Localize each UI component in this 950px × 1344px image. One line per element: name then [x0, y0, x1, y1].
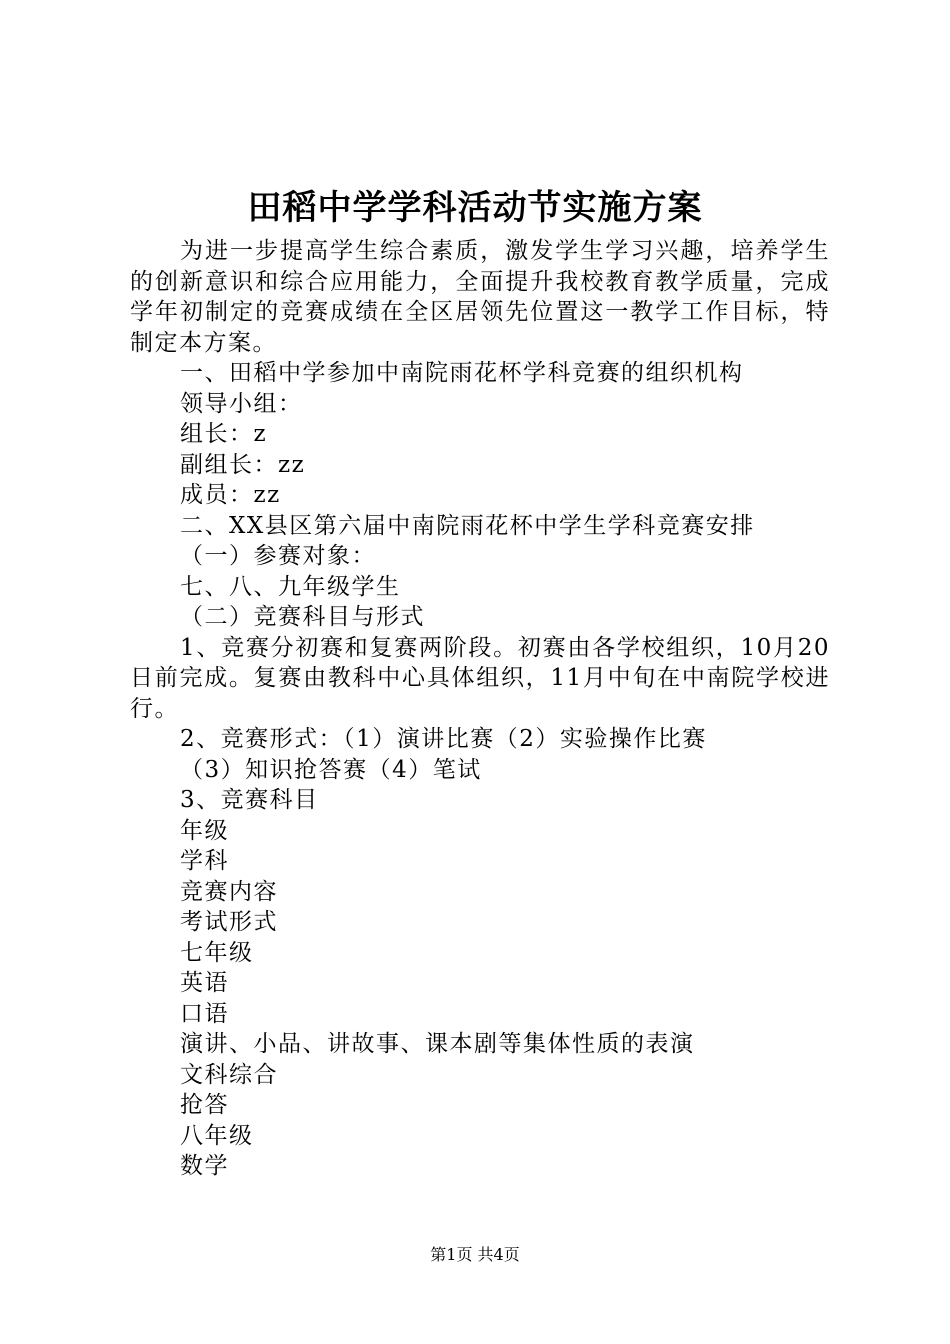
deputy-leader-line: 副组长：zz: [180, 451, 306, 478]
table-header-subject: 学科: [180, 848, 229, 874]
subsection-subjects-format: （二）竞赛科目与形式: [180, 604, 425, 630]
table-cell-quiz: 抢答: [180, 1092, 229, 1118]
table-cell-english: 英语: [180, 970, 229, 996]
page-footer: 第1页 共4页: [430, 1245, 520, 1264]
table-cell-oral: 口语: [180, 1000, 229, 1027]
section-heading-arrangement: 二、XX县区第六届中南院雨花杯中学生学科竞赛安排: [180, 512, 755, 539]
competition-subjects-heading: 3、竞赛科目: [180, 787, 319, 813]
competition-format-line-2: （3）知识抢答赛（4）笔试: [180, 756, 482, 783]
group-leader-line: 组长：z: [180, 421, 268, 447]
leadership-group-label: 领导小组：: [180, 390, 303, 417]
members-line: 成员：zz: [180, 482, 281, 508]
table-cell-math: 数学: [180, 1153, 229, 1179]
section-heading-organization: 一、田稻中学参加中南院雨花杯学科竞赛的组织机构: [180, 360, 744, 386]
document-body: [130, 236, 830, 1182]
table-cell-liberal-arts: 文科综合: [180, 1061, 278, 1088]
participants-line: 七、八、九年级学生: [180, 573, 401, 600]
table-header-exam-format: 考试形式: [180, 909, 278, 935]
subsection-participants: （一）参赛对象：: [180, 543, 376, 569]
intro-paragraph: 为进一步提高学生综合素质，激发学生学习兴趣，培养学生的创新意识和综合应用能力，全面提升我校教育教学质量，完成学年初制定的竞赛成绩在全区居领先位置这一教学工作目标，特制定本方案。: [130, 238, 830, 356]
table-header-grade: 年级: [180, 817, 229, 844]
table-header-content: 竞赛内容: [180, 878, 278, 905]
competition-stages-paragraph: 1、竞赛分初赛和复赛两阶段。初赛由各学校组织，10月20日前完成。复赛由教科中心具体组织，11月中旬在中南院学校进行。: [130, 634, 830, 722]
table-cell-grade-8: 八年级: [180, 1122, 254, 1149]
competition-format-line: 2、竞赛形式：（1）演讲比赛（2）实验操作比赛: [180, 726, 707, 752]
table-cell-performance: 演讲、小品、讲故事、课本剧等集体性质的表演: [180, 1031, 695, 1057]
document-title: 田稻中学学科活动节实施方案: [247, 188, 703, 228]
table-cell-grade-7: 七年级: [180, 939, 254, 966]
